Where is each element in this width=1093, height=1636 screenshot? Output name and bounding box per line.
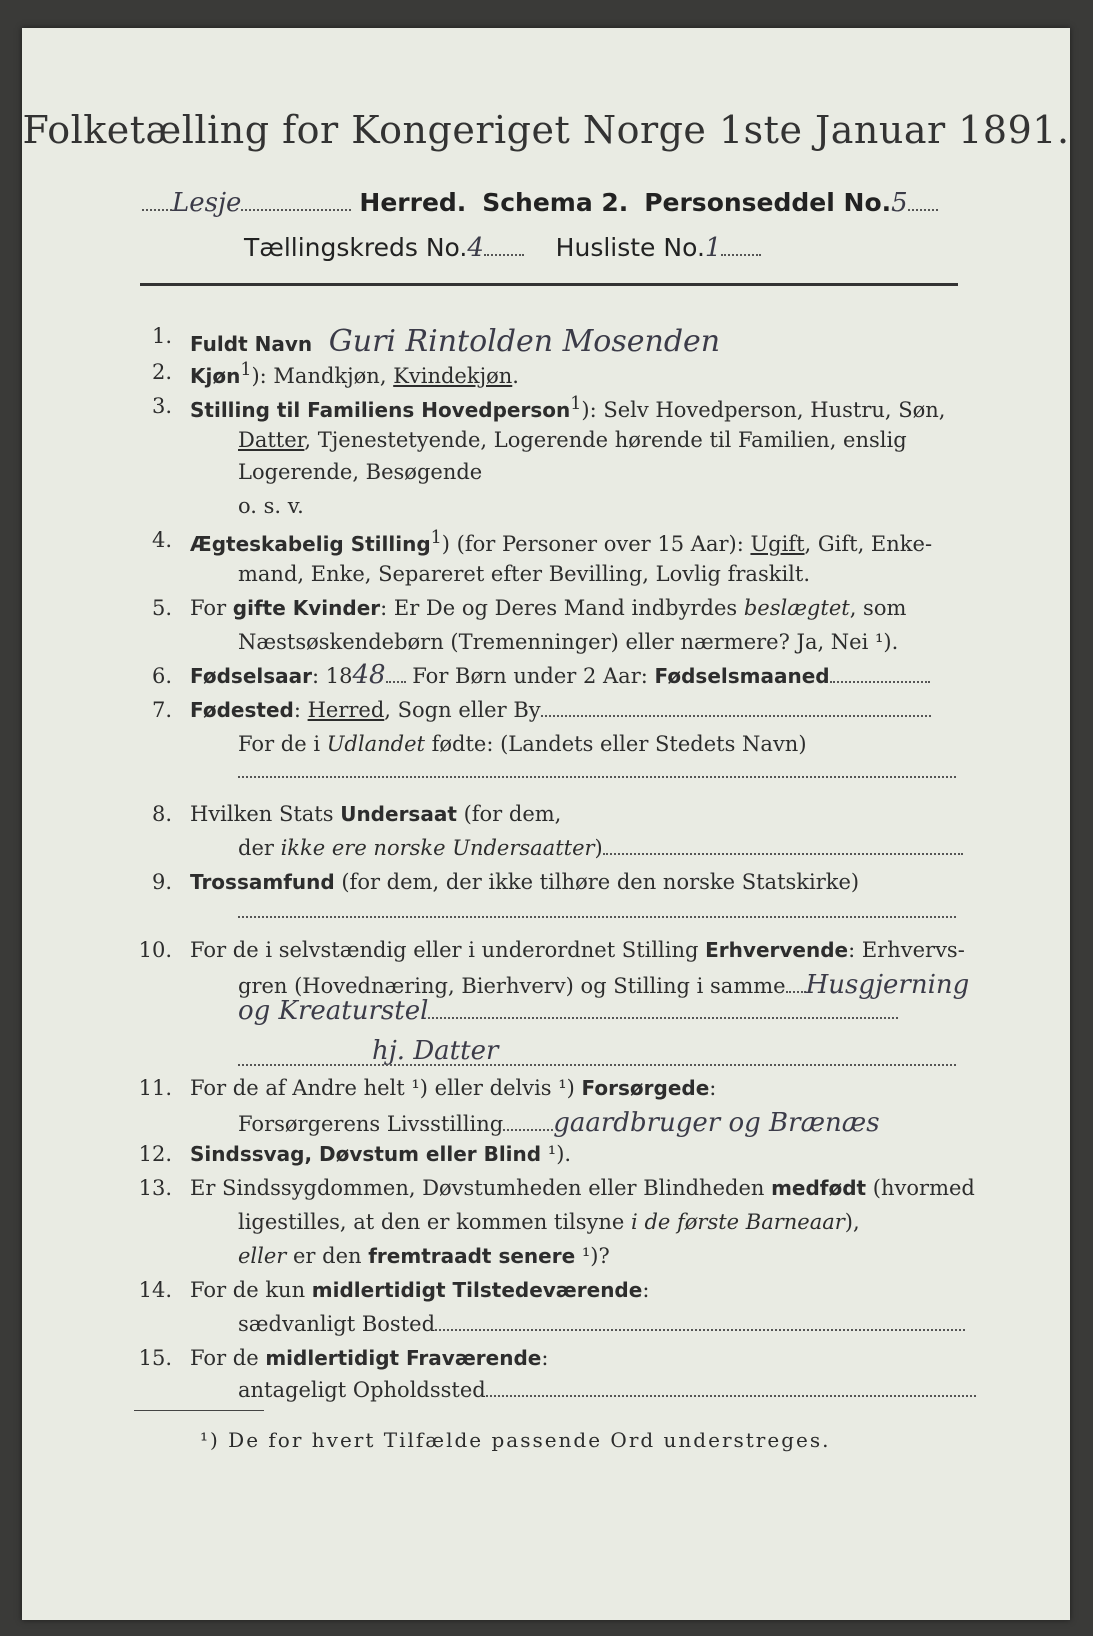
q8-line-1 [190, 802, 561, 826]
husliste-value: 1 [704, 233, 722, 263]
census-form-sheet [22, 28, 1070, 1620]
q9-text-a: (for dem, der ikke tilhøre den norske Statskirke) [334, 870, 860, 894]
q10-text-c: gren (Hovednæring, Bierhverv) og Stilling i samme [238, 974, 786, 998]
form-title: Folketælling for Kongeriget Norge 1ste Januar 1891. [22, 108, 1070, 152]
q13-text-b: (hvormed [866, 1176, 975, 1200]
q3-text-b: , Tjenestetyende, Logerende hørende til Familien, enslig [304, 428, 907, 452]
q8-line-2 [238, 836, 963, 860]
q13-label: medfødt [771, 1176, 867, 1200]
q15-number: 15. [138, 1346, 172, 1370]
q10-number: 10. [138, 938, 172, 962]
q11-line-1 [190, 1076, 716, 1100]
q13-text-c: ligestilles, at den er kommen tilsyne [238, 1210, 632, 1234]
q11-text-c: Forsørgerens Livsstilling [238, 1112, 504, 1136]
q13-line-1 [190, 1176, 975, 1200]
q7-italic: Udlandet [326, 732, 425, 756]
q11-number: 11. [138, 1076, 172, 1100]
q8-number: 8. [151, 802, 172, 826]
q7-number: 7. [151, 698, 172, 722]
q12-label: Sindssvag, Døvstum eller Blind [190, 1142, 542, 1166]
q7-label: Fødested [190, 698, 294, 722]
q13-text-e: er den [286, 1244, 369, 1268]
q8-label: Undersaat [340, 802, 457, 826]
q7-blank-line [238, 776, 956, 778]
q9-number: 9. [151, 870, 172, 894]
header-row-1 [142, 188, 938, 218]
q2-line [190, 360, 519, 388]
q15-text-a: For de [190, 1346, 266, 1370]
header-divider [140, 283, 958, 286]
q5-italic: beslægtet [743, 596, 850, 620]
q6-number: 6. [151, 664, 172, 688]
q15-text-c: antageligt Opholdssted [238, 1378, 486, 1402]
q10-line-3 [238, 996, 898, 1026]
q10-text-a: For de i selvstændig eller i underordnet Stilling [190, 938, 706, 962]
kreds-label: Tællingskreds No. [244, 233, 468, 262]
q4-sup: 1 [430, 528, 442, 548]
q2-selected-option: Kvindekjøn [393, 364, 513, 388]
q5-text-b: : Er De og Deres Mand indbyrdes [380, 596, 744, 620]
personseddel-value: 5 [891, 188, 908, 218]
herred-value: Lesje [172, 188, 242, 218]
q9-line [190, 870, 859, 894]
q12-line [190, 1142, 571, 1166]
q6-year-value: 48 [352, 660, 386, 690]
q7-text-b: , Sogn eller By [384, 698, 541, 722]
q9-label: Trossamfund [190, 870, 335, 894]
q8-text-d: ) [594, 836, 603, 860]
q9-blank-line [238, 916, 956, 918]
q10-occupation-value-1: Husgjerning [805, 970, 970, 1000]
q7-selected-option: Herred [307, 698, 385, 722]
q13-line-3 [238, 1244, 610, 1268]
q10-occupation-value-2: og Kreaturstel [238, 996, 429, 1026]
husliste-label: Husliste No. [555, 233, 705, 262]
q5-text-c: , som [849, 596, 907, 620]
q14-label: midlertidigt Tilstedeværende [311, 1278, 643, 1302]
q6-text-b: For Børn under 2 Aar: [405, 664, 655, 688]
q2-text-a: ): Mandkjøn, [251, 364, 394, 388]
q6-label: Fødselsaar [190, 664, 312, 688]
q13-text-a: Er Sindssygdommen, Døvstumheden eller Blindheden [190, 1176, 772, 1200]
q10-text-b: : Erhvervs- [848, 938, 965, 962]
q12-number: 12. [138, 1142, 172, 1166]
footnote: ¹) De for hvert Tilfælde passende Ord understreges. [200, 1428, 831, 1452]
q4-line-2: mand, Enke, Separeret efter Bevilling, Lovlig fraskilt. [238, 562, 811, 586]
q3-sup: 1 [570, 394, 582, 414]
q12-text-a: ¹). [541, 1142, 572, 1166]
q10-blank-line [238, 1064, 956, 1066]
q3-line-1 [190, 394, 945, 422]
q10-label: Erhvervende [705, 938, 849, 962]
q8-italic: ikke ere norske Undersaatter [280, 836, 595, 860]
q6-label2: Fødselsmaaned [654, 664, 830, 688]
q2-number: 2. [151, 360, 172, 384]
q6-line [190, 660, 930, 690]
q10-occupation-value-3: hj. Datter [372, 1036, 499, 1066]
q14-text-b: : [642, 1278, 650, 1302]
q2-label: Kjøn [190, 364, 241, 388]
q2-sup: 1 [240, 360, 252, 380]
q4-text-a: ) (for Personer over 15 Aar): [441, 532, 751, 556]
q5-line-1 [190, 596, 906, 620]
q11-label: Forsørgede [581, 1076, 710, 1100]
q11-line-2 [238, 1108, 880, 1138]
header-row-2 [244, 233, 761, 263]
q5-number: 5. [151, 596, 172, 620]
q2-text-b: . [512, 364, 519, 388]
q8-text-b: (for dem, [456, 802, 562, 826]
q1-name-value: Guri Rintolden Mosenden [328, 324, 721, 359]
herred-label: Herred. [359, 188, 467, 217]
q1-number: 1. [151, 324, 172, 348]
q1-line [190, 324, 720, 359]
q4-number: 4. [151, 528, 172, 552]
q5-label: gifte Kvinder [232, 596, 381, 620]
q7-text-d: fødte: (Landets eller Stedets Navn) [424, 732, 807, 756]
q13-text-d: ), [844, 1210, 860, 1234]
q7-text-a: : [293, 698, 308, 722]
q11-text-a: For de af Andre helt ¹) eller delvis ¹) [190, 1076, 582, 1100]
kreds-value: 4 [467, 233, 484, 263]
schema-label: Schema 2. [482, 188, 629, 217]
q14-text-c: sædvanligt Bosted [238, 1312, 436, 1336]
q7-text-c: For de i [238, 732, 327, 756]
q5-line-2: Næstsøskendebørn (Tremenninger) eller nærmere? Ja, Nei ¹). [238, 630, 899, 654]
q4-label: Ægteskabelig Stilling [190, 532, 431, 556]
q8-text-c: der [238, 836, 281, 860]
q15-line-2 [238, 1378, 976, 1402]
q5-text-a: For [190, 596, 233, 620]
q15-line-1 [190, 1346, 548, 1370]
q14-line-1 [190, 1278, 649, 1302]
q13-number: 13. [138, 1176, 172, 1200]
q8-text-a: Hvilken Stats [190, 802, 341, 826]
q4-text-b: , Gift, Enke- [804, 532, 933, 556]
q7-line-2 [238, 732, 807, 756]
q11-provider-value: gaardbruger og Brænæs [553, 1108, 880, 1138]
q3-text-a: ): Selv Hovedperson, Hustru, Søn, [581, 398, 946, 422]
q1-label: Fuldt Navn [190, 332, 313, 356]
q10-line-4 [372, 1036, 498, 1066]
q6-text-a: : 18 [312, 664, 353, 688]
q3-line-2 [238, 428, 907, 452]
q7-line-1 [190, 698, 931, 722]
q15-label: midlertidigt Fraværende [265, 1346, 542, 1370]
q14-line-2 [238, 1312, 965, 1336]
q13-label2: fremtraadt senere [368, 1244, 576, 1268]
q13-line-2 [238, 1210, 860, 1234]
q3-line-3: Logerende, Besøgende [238, 460, 483, 484]
q3-selected-option: Datter [238, 428, 305, 452]
q14-text-a: For de kun [190, 1278, 312, 1302]
q10-line-1 [190, 938, 965, 962]
q13-italic-2: eller [238, 1244, 287, 1268]
q11-text-b: : [709, 1076, 717, 1100]
q15-text-b: : [541, 1346, 549, 1370]
q14-number: 14. [138, 1278, 172, 1302]
q13-text-f: ¹)? [575, 1244, 610, 1268]
footnote-rule [134, 1410, 264, 1411]
personseddel-label: Personseddel No. [644, 188, 892, 217]
q3-line-4: o. s. v. [238, 494, 304, 518]
q4-selected-option: Ugift [750, 532, 805, 556]
q3-label: Stilling til Familiens Hovedperson [190, 398, 571, 422]
q3-number: 3. [151, 394, 172, 418]
q13-italic: i de første Barneaar [631, 1210, 845, 1234]
q4-line-1 [190, 528, 932, 556]
